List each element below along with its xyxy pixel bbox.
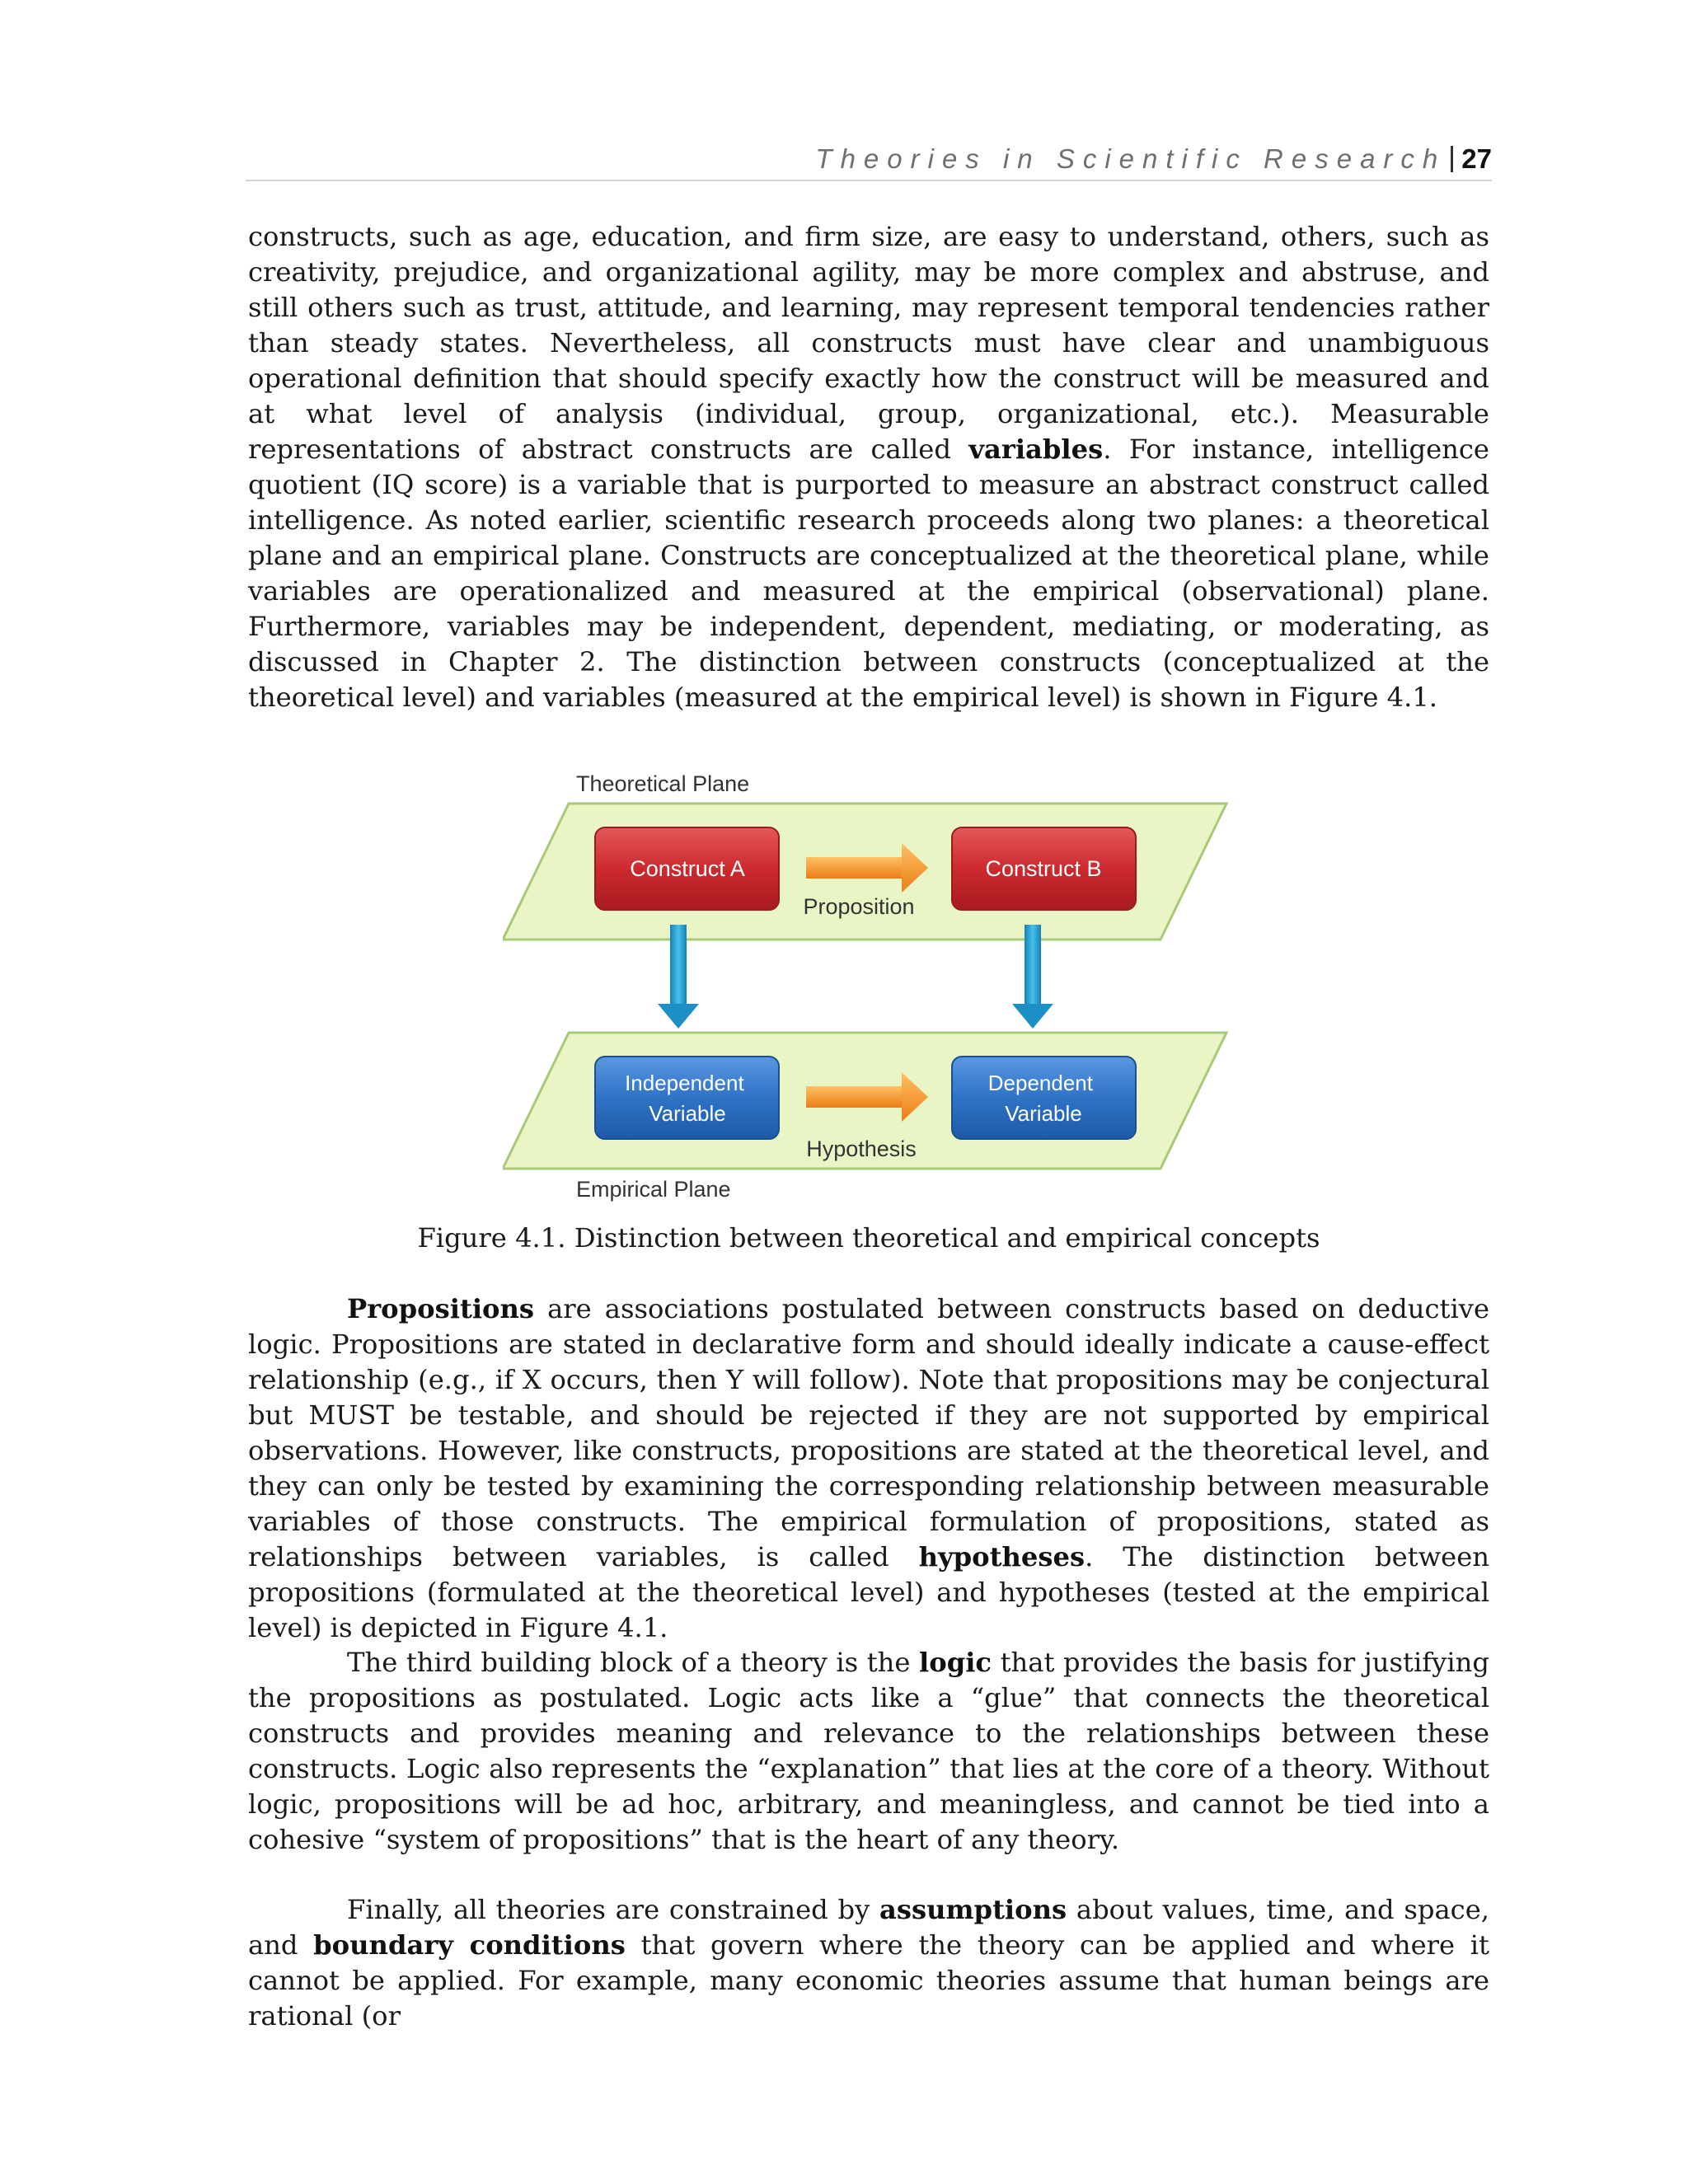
construct-b-box	[952, 827, 1136, 910]
bold-term: assumptions	[879, 1894, 1067, 1925]
proposition-label: Proposition	[803, 894, 915, 919]
page-header	[246, 138, 1492, 181]
text-run: that govern where the theory can be applied and where it cannot be applied. For example, many economic theories assume that human beings are rational (or	[248, 1929, 1489, 2032]
independent-variable-box	[595, 1057, 779, 1139]
bold-term: variables	[968, 434, 1104, 465]
bold-term: logic	[919, 1647, 992, 1678]
figure-diagram	[503, 762, 1236, 1207]
dependent-variable-box	[952, 1057, 1136, 1139]
text-run: constructs, such as age, education, and firm size, are easy to understand, others, such as creativity, prejudice, and organizational agility, may be more complex and abstruse, and still others such as trust, attitude, and learning, may represent temporal tendencies rather than steady states. Nevertheless, all constructs must have clear and unambiguous operational definition that should specify exactly how the construct will be measured and at what level of analysis (individual, group, organizational, etc.). Measurable representations of abstract constructs are called	[248, 221, 1489, 465]
svg-text:Construct B	[985, 856, 1101, 881]
construct-b-label: Construct B	[985, 856, 1102, 881]
bold-term: boundary conditions	[313, 1929, 626, 1961]
page-number: 27	[1461, 143, 1492, 174]
paragraph-assumptions	[248, 1892, 1489, 2034]
text-run: . For instance, intelligence quotient (IQ score) is a variable that is purported to measure an abstract construct called intelligence. As noted earlier, scientific research proceeds along two planes: a theoretical plane and an empirical plane. Constructs are conceptualized at the theoretical plane, while variables are operationalized and measured at the empirical (observational) plane. Furthermore, variables may be independent, dependent, mediating, or moderating, as discussed in Chapter 2. The distinction between constructs (conceptualized at the theoretical level) and variables (measured at the empirical level) is shown in Figure 4.1.	[248, 434, 1489, 713]
hypothesis-label: Hypothesis	[806, 1137, 917, 1161]
construct-a-box	[595, 827, 779, 910]
figure-4-1	[503, 762, 1236, 1207]
text-run: Finally, all theories are constrained by	[347, 1894, 879, 1925]
empirical-plane-label: Empirical Plane	[576, 1177, 731, 1202]
text-run: are associations postulated between constructs based on deductive logic. Propositions are stated in declarative form and should ideally indicate a cause-effect relationship (e.g., if X occurs, then Y will follow). Note that propositions may be conjectural but MUST be testable, and should be rejected if they are not supported by empirical observations. However, like constructs, propositions are stated at the theoretical level, and they can only be tested by examining the corresponding relationship between measurable variables of those constructs. The empirical formulation of propositions, stated as relationships between variables, is called	[248, 1293, 1489, 1572]
text-run: The third building block of a theory is the	[347, 1647, 919, 1678]
paragraph-constructs-variables	[248, 219, 1489, 715]
paragraph-propositions	[248, 1291, 1489, 1646]
svg-text:Construct A	[630, 856, 745, 881]
independent-variable-line-2: Variable	[649, 1101, 726, 1126]
bold-term: Propositions	[347, 1293, 535, 1324]
header-separator	[1451, 146, 1453, 172]
bold-term: hypotheses	[918, 1541, 1085, 1572]
running-title: Theories in Scientific Research	[815, 143, 1447, 174]
theoretical-plane-label: Theoretical Plane	[576, 771, 750, 796]
dependent-variable-line-2: Variable	[1005, 1101, 1082, 1126]
independent-variable-line-1: Independent	[625, 1071, 744, 1095]
construct-a-label: Construct A	[630, 856, 745, 881]
figure-caption: Figure 4.1. Distinction between theoretical and empirical concepts	[417, 1222, 1320, 1254]
paragraph-logic	[248, 1645, 1489, 1858]
dependent-variable-line-1: Dependent	[987, 1071, 1093, 1095]
text-run: that provides the basis for justifying the propositions as postulated. Logic acts like a “glue” that connects the theoretical constructs and provides meaning and relevance to the relationships between these constructs. Logic also represents the “explanation” that lies at the core of a theory. Without logic, propositions will be ad hoc, arbitrary, and meaningless, and cannot be tied into a cohesive “system of propositions” that is the heart of any theory.	[248, 1647, 1489, 1855]
text-run: . The distinction between propositions (formulated at the theoretical level) and hypotheses (tested at the empirical level) is depicted in Figure 4.1.	[248, 1541, 1489, 1643]
text-run: about values, time, and space, and	[248, 1894, 1489, 1961]
